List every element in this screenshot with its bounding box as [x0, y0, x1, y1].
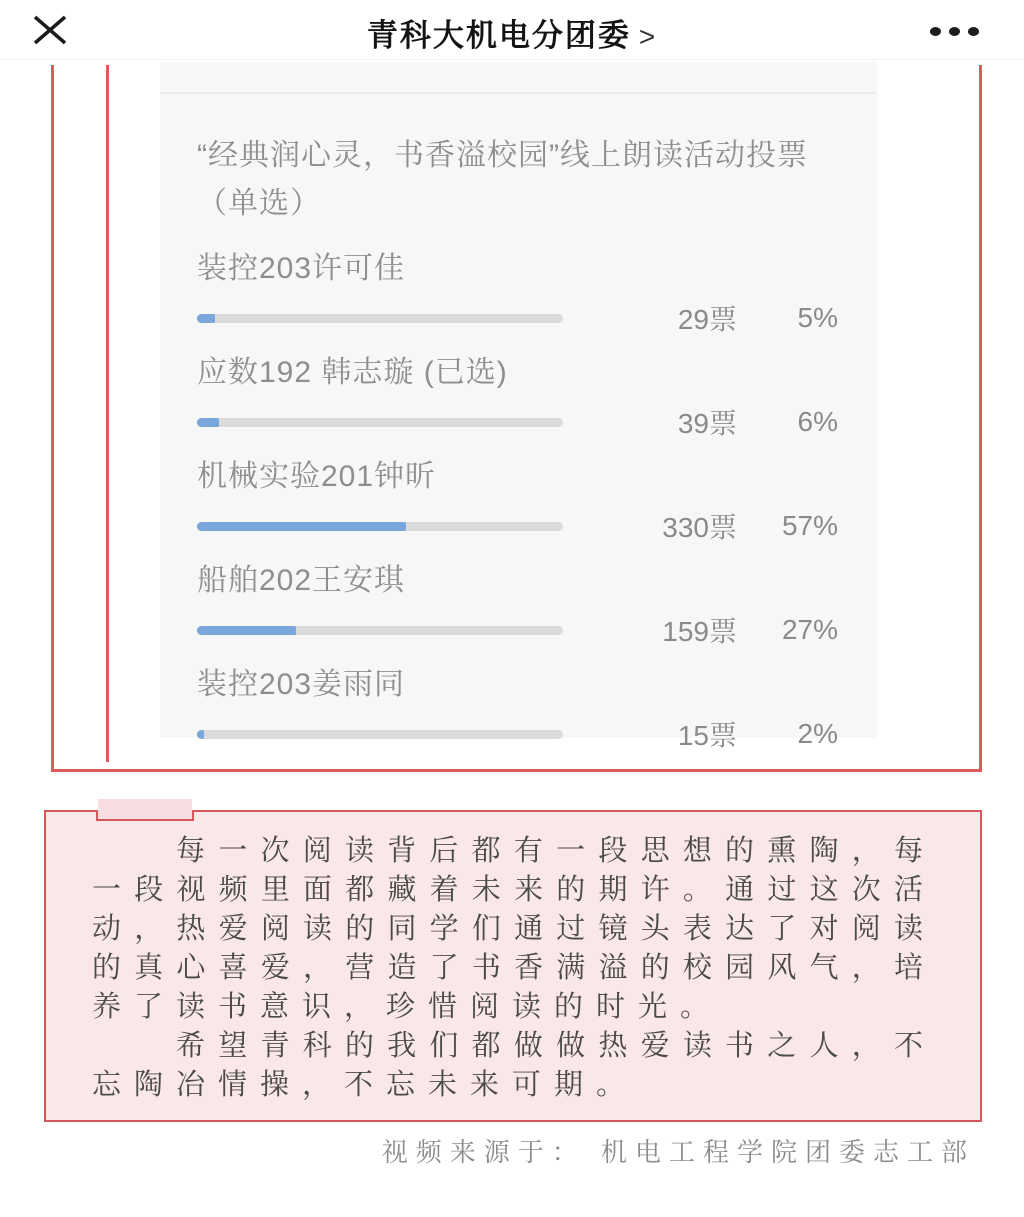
vote-count: 159票 [662, 616, 737, 647]
option-label: 船舶202王安琪 [197, 564, 406, 597]
vote-bar-track [197, 626, 563, 635]
chevron-right-icon: > [638, 21, 658, 52]
vote-percent: 57% [781, 510, 838, 541]
vote-count: 330票 [662, 512, 737, 543]
vote-bar-track [197, 522, 563, 531]
vote-bar-track [197, 314, 563, 323]
option-label: 应数192 韩志璇 (已选) [197, 356, 508, 389]
more-options-button[interactable] [930, 27, 979, 36]
vote-bar-fill [197, 314, 215, 323]
vote-bar-fill [197, 730, 204, 739]
ellipsis-dot-icon [949, 27, 960, 36]
option-result-row [197, 718, 838, 750]
summary-box-tab-notch [96, 810, 194, 821]
summary-text [46, 812, 980, 1105]
option-label: 装控203姜雨同 [197, 668, 406, 701]
poll-inner-red-line [106, 65, 109, 762]
nav-bar [0, 0, 1024, 60]
vote-count: 29票 [677, 304, 737, 335]
option-result-row [197, 302, 838, 334]
vote-percent: 27% [781, 614, 838, 645]
ellipsis-dot-icon [930, 27, 941, 36]
vote-percent: 5% [797, 302, 838, 333]
option-result-row [197, 510, 838, 542]
close-icon [32, 14, 68, 46]
vote-bar-fill [197, 418, 219, 427]
option-label: 机械实验201钟昕 [197, 460, 437, 493]
option-result-row [197, 614, 838, 646]
poll-options [160, 228, 877, 750]
vote-count: 15票 [677, 720, 737, 751]
vote-bar-fill [197, 522, 406, 531]
account-title-text: 青科大机电分团委 [366, 18, 631, 53]
poll-option[interactable] [197, 668, 838, 750]
summary-paragraph: 希望青科的我们都做做热爱读书之人，不忘陶冶情操，不忘未来可期。 [92, 1030, 936, 1101]
video-source-attribution: 视频来源于： 机电工程学院团委志工部 [381, 1137, 975, 1167]
vote-percent: 2% [797, 718, 838, 749]
poll-option[interactable] [197, 564, 838, 646]
account-title[interactable] [367, 10, 657, 55]
close-button[interactable] [32, 14, 68, 46]
poll-title: “经典润心灵，书香溢校园”线上朗读活动投票 （单选） [197, 139, 808, 220]
poll-option[interactable] [197, 356, 838, 438]
summary-paragraph: 每一次阅读背后都有一段思想的熏陶，每一段视频里面都藏着未来的期许。通过这次活动，热爱阅读的同学们通过镜头表达了对阅读的真心喜爱，营造了书香满溢的校园风气，培养了读书意识，珍惜阅读的时光。 [92, 835, 936, 1023]
summary-box [44, 810, 982, 1122]
poll-option[interactable] [197, 460, 838, 542]
option-result-row [197, 406, 838, 438]
ellipsis-dot-icon [968, 27, 979, 36]
vote-bar-track [197, 730, 563, 739]
poll-card [160, 62, 877, 751]
vote-percent: 6% [797, 406, 838, 437]
vote-bar-fill [197, 626, 296, 635]
poll-option[interactable] [197, 252, 838, 334]
vote-count: 39票 [677, 408, 737, 439]
option-label: 装控203许可佳 [197, 252, 406, 285]
poll-card-top-divider [160, 62, 877, 94]
vote-bar-track [197, 418, 563, 427]
